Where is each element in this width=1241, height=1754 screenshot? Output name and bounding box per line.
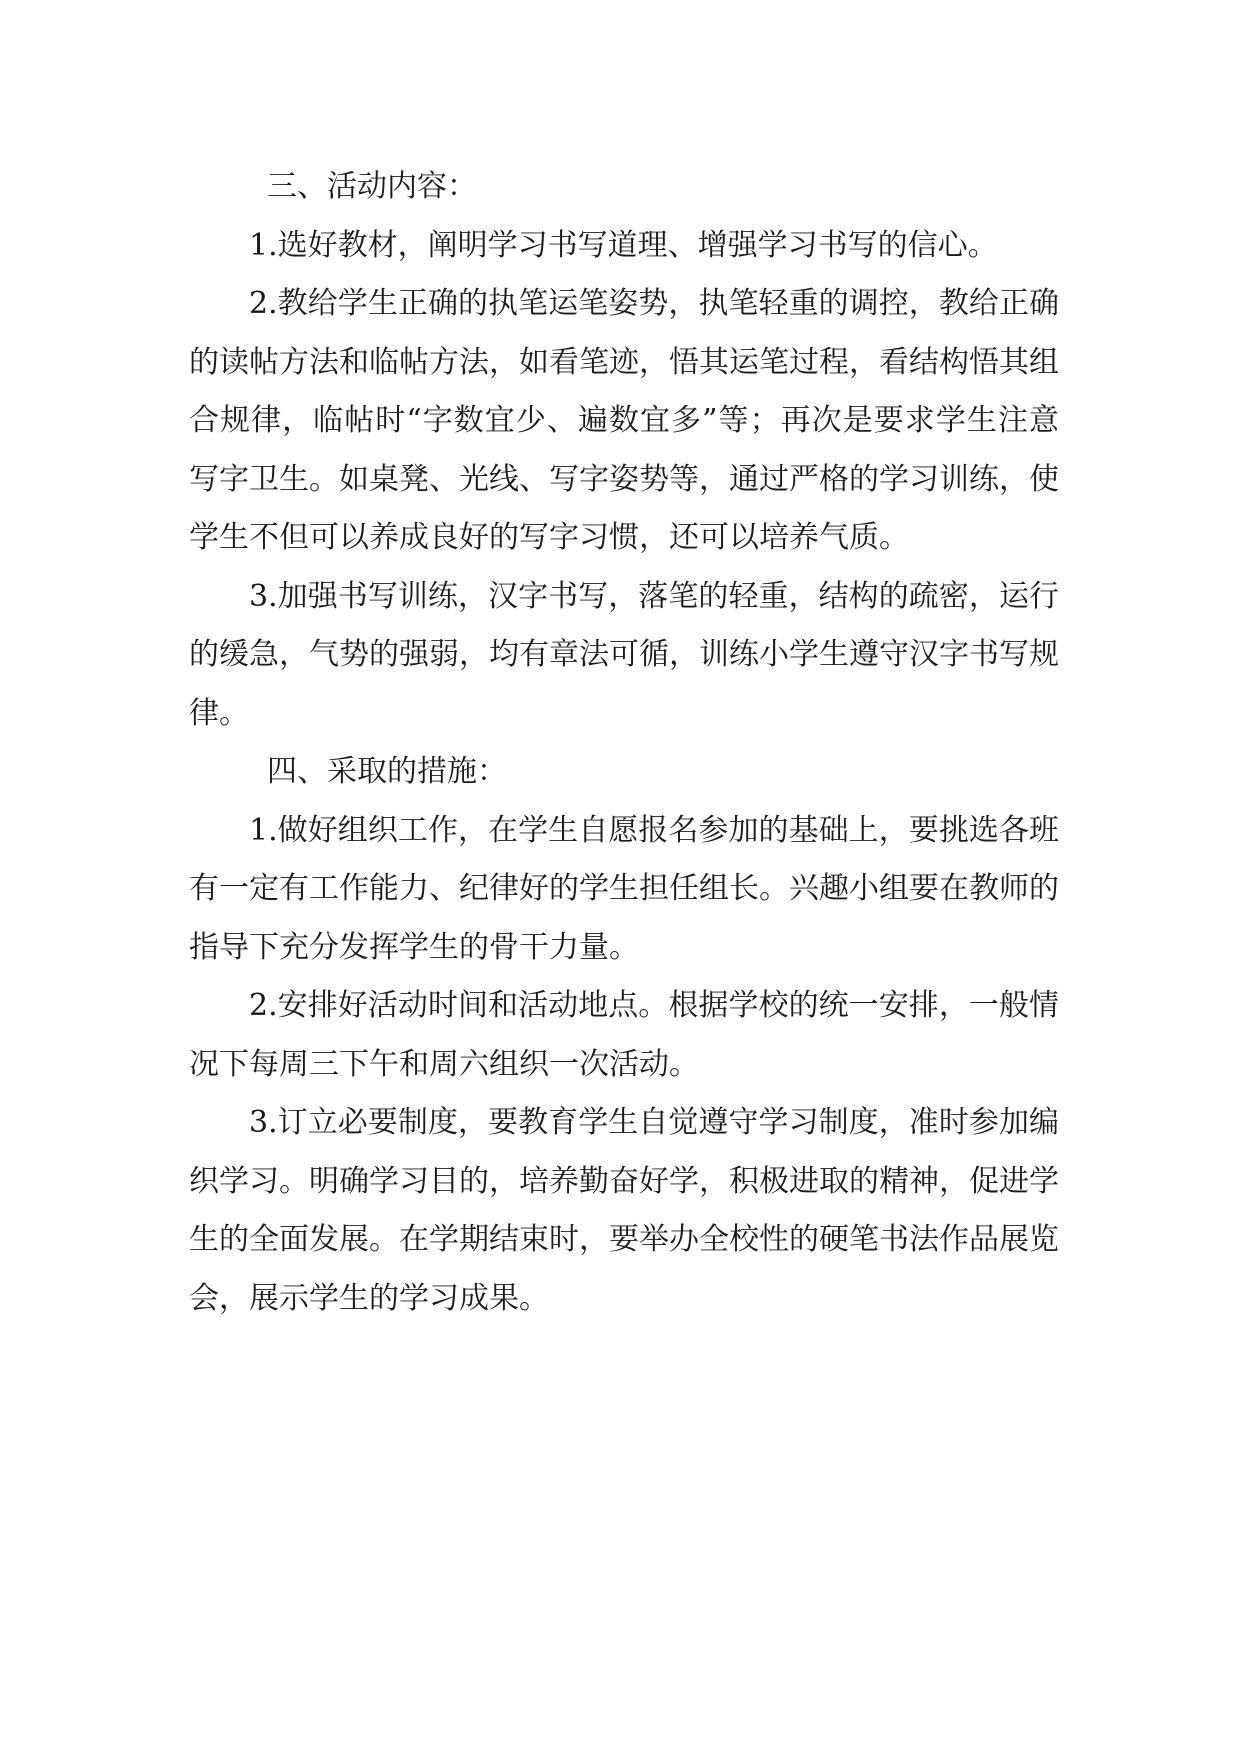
document-body [189, 158, 1059, 1328]
paragraph-measure-1: 1.做好组织工作，在学生自愿报名参加的基础上，要挑选各班有一定有工作能力、纪律好的学生担任组长。兴趣小组要在教师的指导下充分发挥学生的骨干力量。 [189, 812, 1059, 965]
paragraph-measure-2: 2.安排好活动时间和活动地点。根据学校的统一安排，一般情况下每周三下午和周六组织一次活动。 [189, 988, 1059, 1082]
section-heading-measures: 四、采取的措施： [267, 754, 507, 789]
paragraph-activity-1: 1.选好教材，阐明学习书写道理、增强学习书写的信心。 [249, 227, 998, 263]
section-heading-activities: 三、活动内容： [267, 169, 477, 204]
paragraph-activity-2: 2.教给学生正确的执笔运笔姿势，执笔轻重的调控，教给正确的读帖方法和临帖方法，如看笔迹，悟其运笔过程，看结构悟其组合规律，临帖时“字数宜少、遍数宜多”等；再次是要求学生注意写字卫生。如桌凳、光线、写字姿势等，通过严格的学习训练，使学生不但可以养成良好的写字习惯，还可以培养气质。 [189, 286, 1059, 555]
paragraph-measure-3: 3.订立必要制度，要教育学生自觉遵守学习制度，准时参加编织学习。明确学习目的，培养勤奋好学，积极进取的精神，促进学生的全面发展。在学期结束时，要举办全校性的硬笔书法作品展览会，展示学生的学习成果。 [189, 1105, 1059, 1316]
paragraph-activity-3: 3.加强书写训练，汉字书写，落笔的轻重，结构的疏密，运行的缓急，气势的强弱，均有章法可循，训练小学生遵守汉字书写规律。 [189, 578, 1059, 731]
